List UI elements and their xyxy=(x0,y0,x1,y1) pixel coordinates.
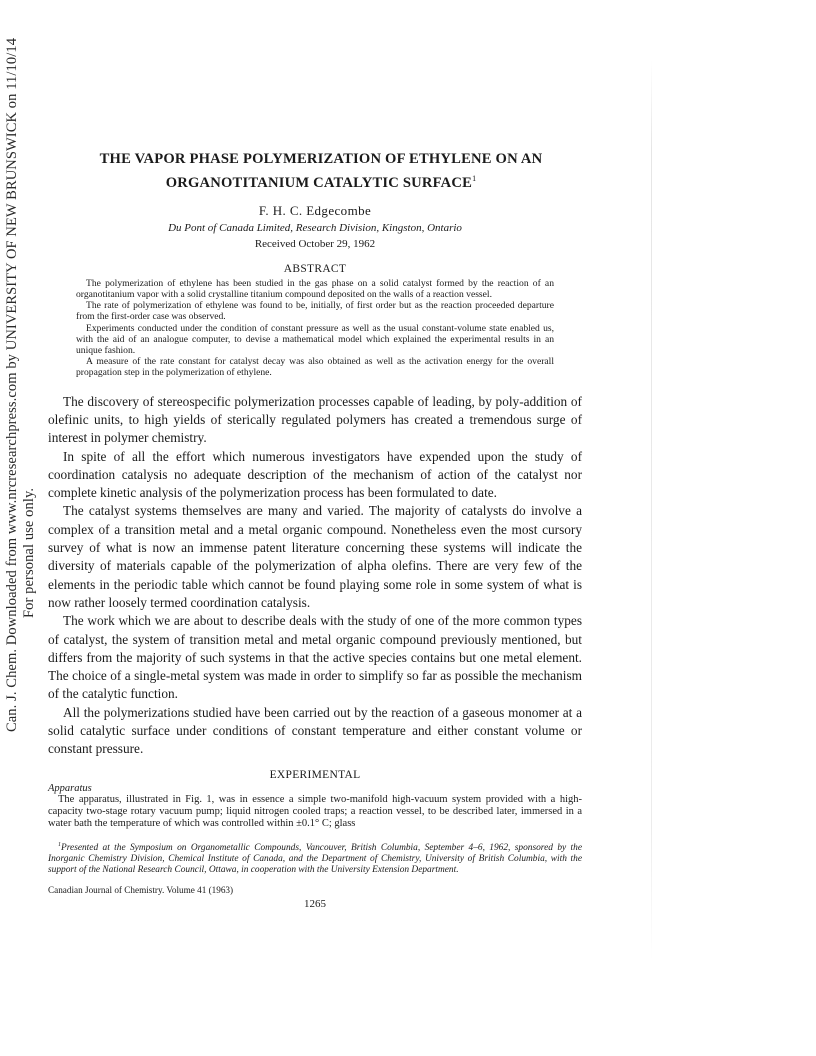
abstract-paragraph: Experiments conducted under the condition of constant pressure as well as the usual constant-volume state enabled us, with the aid of an analogue computer, to devise a mathematical model which explained the experimental results in an unique fashion. xyxy=(76,322,554,357)
abstract-body xyxy=(76,278,554,379)
author-name: F. H. C. Edgecombe xyxy=(258,202,372,218)
body-paragraph: All the polymerizations studied have been carried out by the reaction of a gaseous monomer at a solid catalytic surface under conditions of constant temperature and either constant volume or constant pressure. xyxy=(48,704,582,757)
footnote-mark: 1 xyxy=(58,841,61,848)
page-number: 1265 xyxy=(304,898,326,911)
body-paragraph: In spite of all the effort which numerous investigators have expended upon the study of coordination catalysis no adequate description of the mechanism of action of the catalyst nor complete kinetic analysis of the polymerization process has been formulated to date. xyxy=(48,448,582,501)
apparatus-body xyxy=(48,794,582,830)
abstract-paragraph: The polymerization of ethylene has been studied in the gas phase on a solid catalyst formed by the reaction of an organotitanium vapor with a solid crystalline titanium compound deposited on the walls of a reaction vessel. xyxy=(76,277,554,301)
body-paragraph: The work which we are about to describe deals with the study of one of the more common types of catalyst, the system of transition metal and metal organic compound previously mentioned, but differs from the majority of such systems in that the active species contains but one metal element. The choice of a single-metal system was made in order to simplify so far as possible the mechanism of the catalytic function. xyxy=(48,613,582,702)
scan-margin-rule xyxy=(651,60,652,960)
article-page xyxy=(48,150,582,910)
footnote-text: Presented at the Symposium on Organometallic Compounds, Vancouver, British Columbia, September 4–6, 1962, sponsored by the Inorganic Chemistry Division, Chemical Institute of Canada, and the Department of Chemistry, University of British Columbia, with the support of the National Research Council, Ottawa, in cooperation with the University Extension Department. xyxy=(48,842,582,875)
experimental-heading: EXPERIMENTAL xyxy=(269,768,361,781)
title-line-1: THE VAPOR PHASE POLYMERIZATION OF ETHYLENE ON AN xyxy=(99,151,543,167)
title-line-2-text: ORGANOTITANIUM CATALYTIC SURFACE xyxy=(165,174,473,191)
received-date: Received October 29, 1962 xyxy=(254,237,376,250)
title-footnote-mark: 1 xyxy=(472,174,477,183)
introduction-body xyxy=(48,393,582,759)
apparatus-subheading: Apparatus xyxy=(48,782,92,794)
footnote xyxy=(48,840,582,876)
apparatus-paragraph: The apparatus, illustrated in Fig. 1, was in essence a simple two-manifold high-vacuum system provided with a high-capacity two-stage rotary vacuum pump; liquid nitrogen cooled traps; a reaction vessel, to be described later, immersed in a water bath the temperature of which was controlled within ±0.1° C; glass xyxy=(48,793,582,829)
title-line-2 xyxy=(60,169,582,193)
abstract-heading: ABSTRACT xyxy=(283,262,347,275)
watermark-personal-use-line: For personal use only. xyxy=(21,487,37,618)
article-title xyxy=(60,150,582,193)
author-affiliation: Du Pont of Canada Limited, Research Division, Kingston, Ontario xyxy=(168,221,462,234)
abstract-paragraph: A measure of the rate constant for catalyst decay was also obtained as well as the activation energy for the overall propagation step in the polymerization of ethylene. xyxy=(76,356,554,379)
journal-citation: Canadian Journal of Chemistry. Volume 41 (1963) xyxy=(48,885,234,896)
abstract-paragraph: The rate of polymerization of ethylene was found to be, initially, of first order but as the reaction proceeded departure from the first-order case was observed. xyxy=(76,300,554,323)
body-paragraph: The discovery of stereospecific polymerization processes capable of leading, by poly-addition of olefinic units, to high yields of sterically regulated polymers has created a tremendous surge of interest in polymer chemistry. xyxy=(48,393,582,446)
download-watermark xyxy=(0,0,40,1056)
watermark-download-line: Can. J. Chem. Downloaded from www.nrcresearchpress.com by UNIVERSITY OF NEW BRUNSWICK on 11/10/14 xyxy=(4,37,20,732)
body-paragraph: The catalyst systems themselves are many and varied. The majority of catalysts do involve a complex of a transition metal and a metal organic compound. Nonetheless even the most cursory survey of what is now an immense patent literature concerning these systems will indicate the diversity of materials capable of the polymerization of alpha olefins. There are very few of the elements in the periodic table which cannot be found playing some role in some system of what is now rather loosely termed coordination catalysis. xyxy=(48,503,582,610)
